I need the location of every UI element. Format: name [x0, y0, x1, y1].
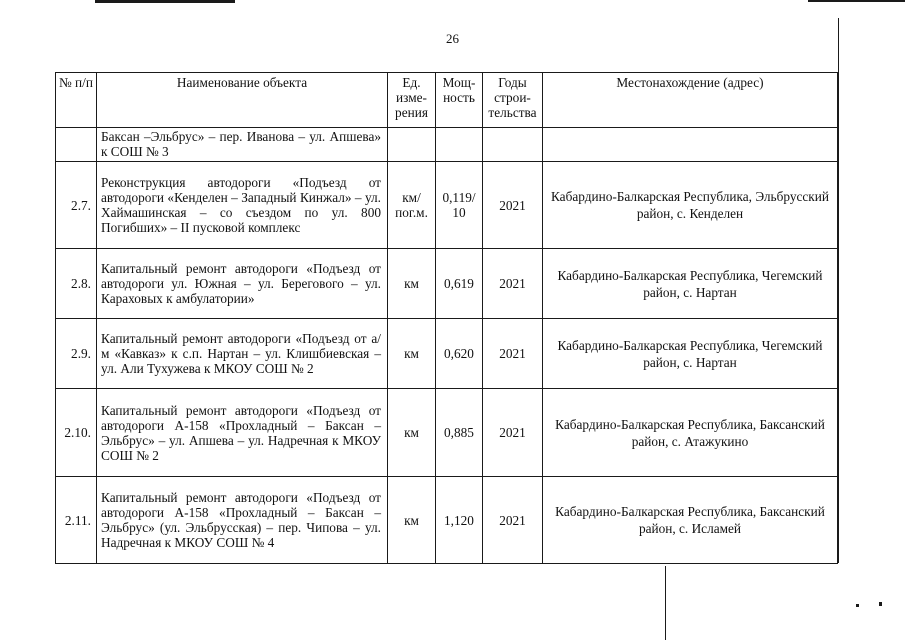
row-num: 2.10.	[56, 389, 97, 477]
table-row	[56, 162, 838, 249]
row-power: 0,619	[436, 249, 483, 319]
table-header-row	[56, 73, 838, 128]
row-address: Кабардино-Балкарская Республика, Чегемский район, с. Нартан	[543, 249, 838, 319]
row-num: 2.11.	[56, 477, 97, 564]
scan-mark-top-left	[95, 0, 235, 3]
row-num: 2.8.	[56, 249, 97, 319]
header-num: № п/п	[56, 73, 97, 128]
row-year: 2021	[483, 389, 543, 477]
row-year	[483, 128, 543, 162]
row-num: 2.9.	[56, 319, 97, 389]
row-address	[543, 128, 838, 162]
scan-mark-top-right	[808, 0, 905, 2]
row-year: 2021	[483, 249, 543, 319]
row-name: Баксан –Эльбрус» – пер. Иванова – ул. Апшева» к СОШ № 3	[97, 128, 388, 162]
row-address: Кабардино-Балкарская Республика, Чегемский район, с. Нартан	[543, 319, 838, 389]
scan-line-bottom	[665, 566, 666, 640]
table-row	[56, 128, 838, 162]
row-power: 0,885	[436, 389, 483, 477]
scan-dot	[879, 602, 882, 606]
row-unit: км	[388, 389, 436, 477]
row-year: 2021	[483, 319, 543, 389]
row-unit: км	[388, 477, 436, 564]
table-row	[56, 389, 838, 477]
row-power: 0,620	[436, 319, 483, 389]
header-years: Годы строи-тельства	[483, 73, 543, 128]
row-address: Кабардино-Балкарская Республика, Баксанский район, с. Исламей	[543, 477, 838, 564]
row-address: Кабардино-Балкарская Республика, Эльбрусский район, с. Кенделен	[543, 162, 838, 249]
scan-line-right	[838, 18, 839, 563]
row-power: 1,120	[436, 477, 483, 564]
table-row	[56, 319, 838, 389]
row-unit	[388, 128, 436, 162]
header-unit: Ед. изме-рения	[388, 73, 436, 128]
row-unit: км	[388, 249, 436, 319]
objects-table	[55, 72, 838, 564]
row-num: 2.7.	[56, 162, 97, 249]
row-name: Капитальный ремонт автодороги «Подъезд от автодороги А-158 «Прохладный – Баксан – Эльбрус» – ул. Апшева – ул. Надречная к МКОУ СОШ № 2	[97, 389, 388, 477]
table-row	[56, 477, 838, 564]
row-address: Кабардино-Балкарская Республика, Баксанский район, с. Атажукино	[543, 389, 838, 477]
table-row	[56, 249, 838, 319]
row-num	[56, 128, 97, 162]
row-unit: км	[388, 319, 436, 389]
row-power	[436, 128, 483, 162]
page-number: 26	[446, 31, 459, 46]
row-year: 2021	[483, 162, 543, 249]
row-name: Капитальный ремонт автодороги «Подъезд от а/м «Кавказ» к с.п. Нартан – ул. Клишбиевская – ул. Али Тухужева к МКОУ СОШ № 2	[97, 319, 388, 389]
header-power: Мощ-ность	[436, 73, 483, 128]
scan-dot	[856, 604, 859, 607]
row-name: Капитальный ремонт автодороги «Подъезд от автодороги ул. Южная – ул. Берегового – ул. Караховых к амбулатории»	[97, 249, 388, 319]
row-power: 0,119/ 10	[436, 162, 483, 249]
row-name: Реконструкция автодороги «Подъезд от автодороги «Кенделен – Западный Кинжал» – ул. Хаймашинская – со съездом по ул. 800 Погибших» – II пусковой комплекс	[97, 162, 388, 249]
header-name: Наименование объекта	[97, 73, 388, 128]
header-address: Местонахождение (адрес)	[543, 73, 838, 128]
row-year: 2021	[483, 477, 543, 564]
row-name: Капитальный ремонт автодороги «Подъезд от автодороги А-158 «Прохладный – Баксан – Эльбрус» (ул. Эльбрусская) – пер. Чипова – ул. Надречная к МКОУ СОШ № 4	[97, 477, 388, 564]
row-unit: км/ пог.м.	[388, 162, 436, 249]
